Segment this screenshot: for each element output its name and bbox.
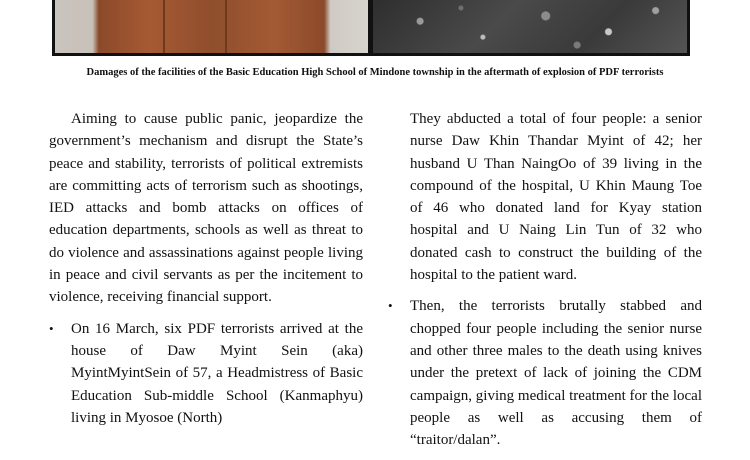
photo-strip <box>52 0 690 56</box>
bullet-icon: • <box>388 298 393 314</box>
right-bullet-text: Then, the terrorists brutally stabbed and chopped four people including the senior nurse and other three males to the death using knives under the pretext of lack of joining the CDM campaign, giving medical treatment for the local people as well as accusing them of “traitor/dalan”. <box>410 298 702 449</box>
left-bullet-text: On 16 March, six PDF terrorists arrived at the house of Daw Myint Sein (aka) MyintMyintSein of 57, a Headmistress of Basic Education Sub-middle School (Kanmaphyu) living in Myosoe (North) <box>71 320 363 426</box>
right-paragraph: They abducted a total of four people: a senior nurse Daw Khin Thandar Myint of 42; her husband U Than NaingOo of 39 living in the compound of the hospital, U Khin Maung Toe of 46 who donated land for Kyay station hospital and U Naing Lin Tun of 32 who donated cash to construct the building of the hospital to the patient ward. <box>410 111 702 284</box>
left-paragraph: Aiming to cause public panic, jeopardize the government’s mechanism and disrupt the State’s peace and stability, terrorists of political extremists are committing acts of terrorism such as shootings, IED attacks and bomb attacks on offices of education departments, schools as well as threat to do violence and assassinations against people living in peace and civil servants as per the incitement to violence, receiving financial support. <box>49 111 363 306</box>
right-bullet-item <box>388 295 702 451</box>
photo-debris <box>373 0 687 53</box>
left-bullet-list <box>49 318 363 429</box>
figure-caption: Damages of the facilities of the Basic Education High School of Mindone township in the aftermath of explosion of PDF terrorists <box>86 67 664 78</box>
left-bullet-item <box>49 318 363 429</box>
right-column <box>388 108 702 451</box>
right-bullet-list <box>388 295 702 451</box>
bullet-icon: • <box>49 320 54 336</box>
photo-damaged-door <box>55 0 368 53</box>
left-column <box>49 108 363 429</box>
